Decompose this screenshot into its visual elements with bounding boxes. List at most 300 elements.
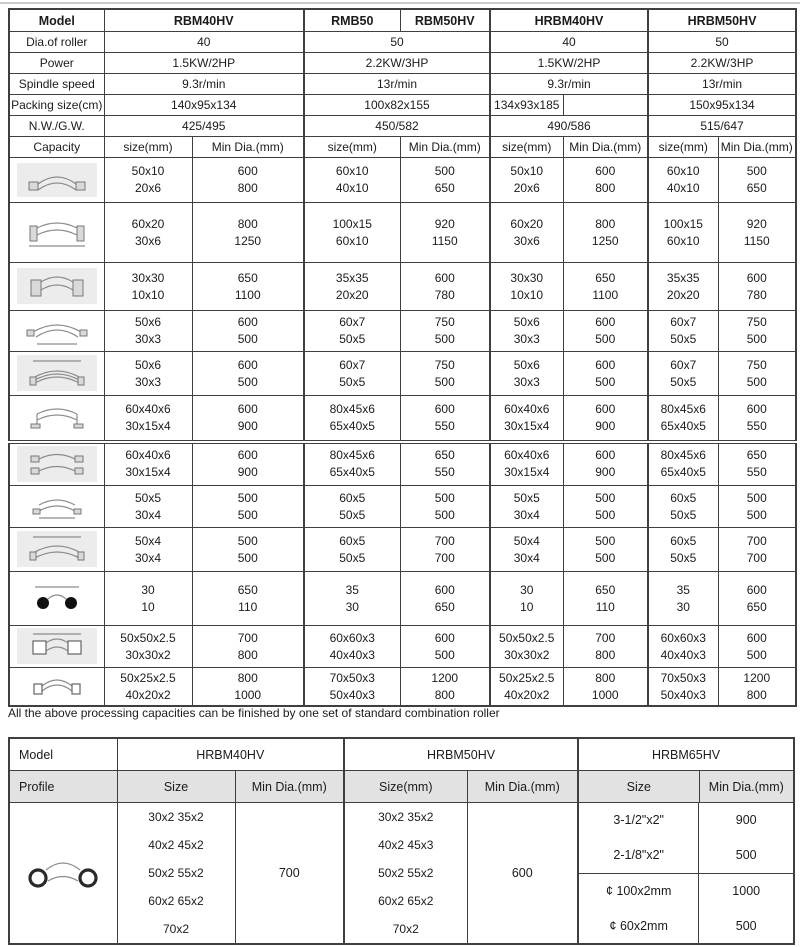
min-dia-value: 900 (237, 418, 258, 433)
size-cell (104, 263, 192, 311)
size-value: 30x30x2 (504, 647, 550, 662)
size-value: 70x2 (162, 922, 190, 936)
size-value: 35x35 (335, 270, 369, 285)
capacity-row-flat-wide (9, 528, 796, 572)
size-cell (304, 528, 400, 572)
size-value: 50x5 (339, 332, 366, 346)
min-dia-value: 500 (699, 909, 793, 943)
min-dia-value: 900 (699, 803, 793, 837)
min-dia-value: 600 (595, 164, 616, 178)
square-tube-profile-icon (9, 626, 104, 668)
spec-value: 140x95x134 (104, 95, 304, 116)
min-dia-value: 500 (746, 490, 767, 505)
size-value: 30x6 (513, 233, 540, 248)
min-dia-value: 500 (434, 647, 455, 662)
small-channel-profile-icon (9, 486, 104, 528)
model-hrbm65hv: HRBM65HV (578, 738, 794, 771)
min-dia-value: 500 (434, 332, 455, 346)
min-dia-value: 800 (434, 687, 455, 702)
size-value: 3-1/2"x2" (613, 813, 664, 827)
spec-value: 2.2KW/3HP (304, 53, 490, 74)
size-cell (304, 442, 400, 486)
model-label: Model (9, 738, 117, 771)
min-dia-value: 500 (746, 647, 767, 662)
size-cell (304, 203, 400, 263)
profile-label: Profile (9, 771, 117, 803)
size-cell (104, 626, 192, 668)
size-value: 2-1/8"x2" (579, 837, 699, 873)
size-cell (648, 263, 718, 311)
min-dia-value: 650 (434, 448, 455, 463)
dia-cell (400, 203, 490, 263)
size-value: 50x5 (513, 490, 540, 505)
size-value: 40x10 (335, 181, 369, 195)
capacity-row-channel-legs-out (9, 396, 796, 442)
min-dia-value: 1200 (743, 670, 771, 685)
min-dia-value: 500 (595, 490, 616, 505)
dia-cell (563, 311, 648, 352)
power-row (9, 53, 796, 74)
size-value: 50x5 (670, 507, 697, 522)
min-dia-value: 600 (237, 315, 258, 329)
dia-cell (718, 486, 796, 528)
profile-column-header-row (9, 771, 794, 803)
size-cell (648, 668, 718, 707)
dia-cell (192, 203, 304, 263)
size-value: 10x10 (510, 287, 544, 302)
spec-value: 515/647 (648, 116, 796, 137)
size-value: 30x4 (134, 507, 162, 522)
size-value: 60x60x3 (660, 630, 706, 645)
channel-up-profile-icon (9, 203, 104, 263)
size-value: 10x10 (131, 287, 165, 302)
size-value: 10 (520, 599, 534, 614)
size-value: 50x10 (131, 164, 165, 178)
min-dia-value: 110 (595, 599, 615, 614)
spec-value: 2.2KW/3HP (648, 53, 796, 74)
size-cell (304, 396, 400, 442)
capacity-row-small-channel (9, 486, 796, 528)
size-cell (104, 668, 192, 707)
min-dia-value: 1150 (743, 233, 770, 248)
size-cell (648, 528, 718, 572)
min-dia-col-header: Min Dia.(mm) (192, 137, 304, 158)
size-value: 20x6 (513, 181, 540, 195)
min-dia-value: 800 (237, 647, 258, 662)
size-cell (648, 396, 718, 442)
size-col-header: size(mm) (490, 137, 563, 158)
min-dia-value: 500 (237, 533, 258, 548)
dia-cell (192, 528, 304, 572)
dia-cell (718, 263, 796, 311)
size-value: 50x6 (134, 357, 162, 372)
size-value: 30x3 (513, 374, 540, 389)
model-hrbm40hv: HRBM40HV (117, 738, 344, 771)
capacity-row-flat-layered (9, 352, 796, 396)
nw-gw-row (9, 116, 796, 137)
min-dia-value: 500 (237, 490, 258, 505)
min-dia-value: 600 (237, 164, 258, 178)
size-cell (304, 311, 400, 352)
min-dia-value: 600 (237, 401, 258, 416)
size-cell (648, 352, 718, 396)
min-dia-value: 650 (237, 270, 258, 285)
size-value: 30x4 (134, 550, 162, 565)
min-dia-value: 900 (595, 418, 616, 433)
size-value: 30x3 (134, 374, 162, 389)
size-col-header: size(mm) (648, 137, 718, 158)
min-dia-col-header: Min Dia.(mm) (563, 137, 648, 158)
min-dia-value: 1100 (234, 287, 261, 302)
size-value: 50x5 (670, 550, 697, 565)
size-value: 50x4 (513, 533, 540, 548)
min-dia-value: 600 (467, 803, 578, 945)
size-cell (648, 158, 718, 203)
spec-value: 1.5KW/2HP (490, 53, 648, 74)
size-value: 50x50x2.5 (499, 630, 555, 645)
min-dia-col-header: Min Dia.(mm) (699, 771, 794, 803)
size-cell (104, 352, 192, 396)
size-value: 60x20 (131, 216, 165, 231)
min-dia-value: 550 (746, 418, 767, 433)
min-dia-value: 600 (595, 315, 616, 329)
square-bar-profile-icon (9, 263, 104, 311)
size-value: 60x10 (666, 233, 700, 248)
size-value: 60x40x6 (125, 448, 171, 463)
dia-cell (192, 263, 304, 311)
min-dia-value: 600 (237, 357, 258, 372)
min-dia-value: 650 (434, 599, 455, 614)
min-dia-value: 600 (746, 270, 767, 285)
spec-value: 40 (104, 32, 304, 53)
min-dia-value: 600 (434, 270, 455, 285)
size-cell (104, 311, 192, 352)
size-value: 80x45x6 (660, 448, 706, 463)
dia-cell (563, 668, 648, 707)
size-value: 100x15 (332, 216, 372, 231)
size-cell (304, 668, 400, 707)
min-dia-value: 920 (434, 216, 455, 231)
min-dia-value: 800 (237, 670, 258, 685)
size-value: 50x5 (339, 507, 366, 522)
size-value: 60x2 65x2 (378, 894, 434, 908)
min-dia-value: 920 (746, 216, 767, 231)
size-value: 60x5 (670, 533, 697, 548)
size-cell (304, 352, 400, 396)
profile-table (8, 737, 795, 945)
size-cell (648, 626, 718, 668)
min-dia-value: 500 (434, 164, 455, 178)
size-value: 50x2 55x2 (378, 866, 434, 880)
size-value: 40x20x2 (125, 687, 171, 702)
capacity-row-rect-tube (9, 668, 796, 707)
min-dia-value: 650 (746, 181, 767, 195)
dia-cell (400, 311, 490, 352)
min-dia-value: 700 (237, 630, 258, 645)
min-dia-value: 500 (746, 507, 767, 522)
min-dia-value: 780 (434, 287, 455, 302)
size-value: 50x5 (134, 490, 162, 505)
min-dia-value: 600 (434, 630, 455, 645)
min-dia-value: 500 (434, 374, 455, 389)
size-cell (490, 158, 563, 203)
dia-cell (192, 486, 304, 528)
spec-value: 9.3r/min (104, 74, 304, 95)
size-cell (490, 486, 563, 528)
min-dia-value: 500 (595, 332, 616, 346)
model-hrbm50hv: HRBM50HV (648, 9, 796, 32)
size-value: 60x40x6 (125, 401, 171, 416)
size-value: 70x2 (392, 922, 419, 936)
dia-cell (718, 203, 796, 263)
min-dia-value: 700 (434, 550, 455, 565)
size-value: 30x30 (131, 270, 165, 285)
min-dia-value: 500 (595, 374, 616, 389)
size-cell (104, 442, 192, 486)
size-cell (648, 311, 718, 352)
size-cell (104, 528, 192, 572)
size-value: 60x7 (339, 315, 366, 329)
size-value: 35 (676, 582, 690, 597)
size-value: 30x15x4 (125, 418, 171, 433)
min-dia-value: 700 (746, 550, 767, 565)
min-dia-value: 600 (595, 448, 616, 463)
min-dia-value: 1100 (592, 287, 619, 302)
spec-value: 450/582 (304, 116, 490, 137)
capacity-row-square-bar (9, 263, 796, 311)
dia-cell (718, 668, 796, 707)
spec-value: 100x82x155 (304, 95, 490, 116)
spec-value: 50 (304, 32, 490, 53)
model-label: Model (9, 9, 104, 32)
min-dia-value: 1000 (699, 873, 793, 909)
size-col-header: Size(mm) (344, 771, 467, 803)
rect-tube-profile-icon (9, 668, 104, 707)
min-dia-value: 650 (595, 582, 616, 597)
min-dia-value: 750 (434, 357, 455, 372)
flat-layered-profile-icon (9, 352, 104, 396)
min-dia-col-header: Min Dia.(mm) (467, 771, 578, 803)
dia-cell (563, 528, 648, 572)
dia-cell (400, 528, 490, 572)
dia-cell (718, 528, 796, 572)
size-value: 60x5 (339, 533, 366, 548)
size-value: 30 (345, 599, 359, 614)
dia-cell (563, 203, 648, 263)
min-dia-col-header: Min Dia.(mm) (718, 137, 796, 158)
min-dia-value: 650 (237, 582, 258, 597)
min-dia-value: 650 (746, 448, 767, 463)
size-value: 30x15x4 (125, 465, 171, 480)
min-dia-value: 700 (434, 533, 455, 548)
min-dia-value: 1000 (234, 687, 262, 702)
min-dia-value: 500 (434, 507, 455, 522)
size-cell (104, 203, 192, 263)
min-dia-value: 800 (595, 181, 616, 195)
min-dia-value: 900 (595, 465, 616, 480)
dia-cell (718, 572, 796, 626)
dia-cell (718, 396, 796, 442)
row-label: Packing size(cm) (9, 95, 104, 116)
size-value: 80x45x6 (660, 401, 706, 416)
size-cell (490, 263, 563, 311)
spindle-speed-row (9, 74, 796, 95)
round-bar-profile-icon (9, 572, 104, 626)
min-dia-value: 650 (746, 599, 767, 614)
min-dia-value: 800 (237, 216, 258, 231)
spec-value: 150x95x134 (648, 95, 796, 116)
min-dia-value: 900 (237, 465, 258, 480)
size-value: 50x6 (513, 315, 540, 329)
packing-size-empty-cell (563, 95, 648, 116)
dia-cell (192, 572, 304, 626)
size-col-header: size(mm) (104, 137, 192, 158)
min-dia-value: 600 (746, 630, 767, 645)
model-rbm40hv: RBM40HV (104, 9, 304, 32)
size-cell (490, 528, 563, 572)
size-value: 60x10 (335, 164, 369, 178)
dia-cell (400, 396, 490, 442)
size-cell (490, 572, 563, 626)
capacity-row-angle-flat (9, 158, 796, 203)
size-value: 70x50x3 (660, 670, 706, 685)
size-value: 50x5 (339, 550, 366, 565)
min-dia-value: 800 (595, 670, 616, 685)
size-cell (104, 158, 192, 203)
dia-cell (400, 158, 490, 203)
dia-cell (718, 311, 796, 352)
size-value: 40x10 (666, 181, 700, 195)
min-dia-value: 500 (746, 332, 767, 346)
min-dia-value: 500 (237, 550, 258, 565)
dia-cell (563, 572, 648, 626)
size-cell (490, 203, 563, 263)
min-dia-value: 500 (699, 837, 793, 873)
size-value: 60x40x6 (504, 401, 550, 416)
min-dia-value: 600 (746, 401, 767, 416)
min-dia-value: 600 (434, 401, 455, 416)
size-value: 50x6 (513, 357, 540, 372)
min-dia-value: 700 (595, 630, 616, 645)
size-value: 60x10 (666, 164, 700, 178)
min-dia-value: 700 (746, 533, 767, 548)
capacity-row-channel-legs-in (9, 442, 796, 486)
capacity-row-square-tube (9, 626, 796, 668)
min-dia-value: 600 (434, 582, 455, 597)
min-dia-value: 550 (434, 418, 455, 433)
size-value: 40x2 45x2 (148, 838, 204, 852)
size-cell (648, 203, 718, 263)
size-value: 35x35 (666, 270, 700, 285)
row-label: N.W./G.W. (9, 116, 104, 137)
footnote: All the above processing capacities can be finished by one set of standard combination roller (8, 706, 500, 720)
spec-value: 425/495 (104, 116, 304, 137)
min-dia-col-header: Min Dia.(mm) (400, 137, 490, 158)
t-profile-profile-icon (9, 311, 104, 352)
model-rmb50: RMB50 (304, 9, 400, 32)
min-dia-value: 500 (595, 533, 616, 548)
dia-cell (563, 626, 648, 668)
spec-value: 1.5KW/2HP (104, 53, 304, 74)
min-dia-value: 800 (746, 687, 767, 702)
size-value: 35 (345, 582, 359, 597)
dia-cell (192, 626, 304, 668)
min-dia-value: 500 (237, 374, 258, 389)
dia-cell (192, 442, 304, 486)
dia-cell (192, 158, 304, 203)
size-value: 20x20 (335, 287, 369, 302)
size-value: 50x50x2.5 (120, 630, 176, 645)
spec-value: 490/586 (490, 116, 648, 137)
size-cell (648, 442, 718, 486)
page-top-rule (0, 2, 800, 4)
min-dia-value: 500 (746, 374, 767, 389)
packing-size-row (9, 95, 796, 116)
size-value: 50x5 (670, 374, 697, 389)
size-value: 100x15 (663, 216, 703, 231)
size-cell (104, 396, 192, 442)
size-value: ¢ 60x2mm (609, 919, 668, 933)
size-value: 50x40x3 (329, 687, 375, 702)
size-list-hrbm50hv (344, 803, 467, 945)
size-cell (490, 442, 563, 486)
size-value: 60x60x3 (329, 630, 375, 645)
size-value: 50x2 55x2 (148, 866, 204, 880)
size-value: 40x40x3 (660, 647, 706, 662)
size-value: 40x20x2 (504, 687, 550, 702)
size-cell (490, 396, 563, 442)
size-list-hrbm40hv (117, 803, 235, 945)
size-cell (490, 668, 563, 707)
size-cell (304, 158, 400, 203)
size-cell (304, 626, 400, 668)
min-dia-value: 750 (746, 357, 767, 372)
size-cell (490, 626, 563, 668)
size-col-header: Size (117, 771, 235, 803)
model-hrbm50hv: HRBM50HV (344, 738, 578, 771)
min-dia-value: 600 (595, 401, 616, 416)
min-dia-value: 500 (237, 332, 258, 346)
size-value: 65x40x5 (660, 418, 706, 433)
min-dia-value: 750 (434, 315, 455, 329)
size-cell (304, 486, 400, 528)
dia-cell (563, 486, 648, 528)
size-value: 30 (520, 582, 534, 597)
angle-flat-profile-icon (9, 158, 104, 203)
size-cell (490, 311, 563, 352)
size-value: 60x5 (339, 490, 366, 505)
size-value: 30 (141, 582, 155, 597)
size-value: 50x4 (134, 533, 162, 548)
dia-cell (192, 352, 304, 396)
min-dia-value: 1250 (591, 233, 619, 248)
dia-cell (718, 442, 796, 486)
dia-cell (563, 158, 648, 203)
size-value: 60x7 (670, 357, 697, 372)
dia-cell (718, 352, 796, 396)
size-value: 60x40x6 (504, 448, 550, 463)
min-dia-value: 110 (238, 599, 258, 614)
size-cell (304, 572, 400, 626)
capacity-row-t-profile (9, 311, 796, 352)
hrbm65hv-data-cell (578, 803, 794, 945)
spec-value: 13r/min (648, 74, 796, 95)
size-cell (490, 352, 563, 396)
min-dia-value: 650 (434, 181, 455, 195)
size-value: 50x25x2.5 (120, 670, 176, 685)
size-value: 30x2 35x2 (148, 810, 204, 824)
size-value: 50x10 (510, 164, 544, 178)
